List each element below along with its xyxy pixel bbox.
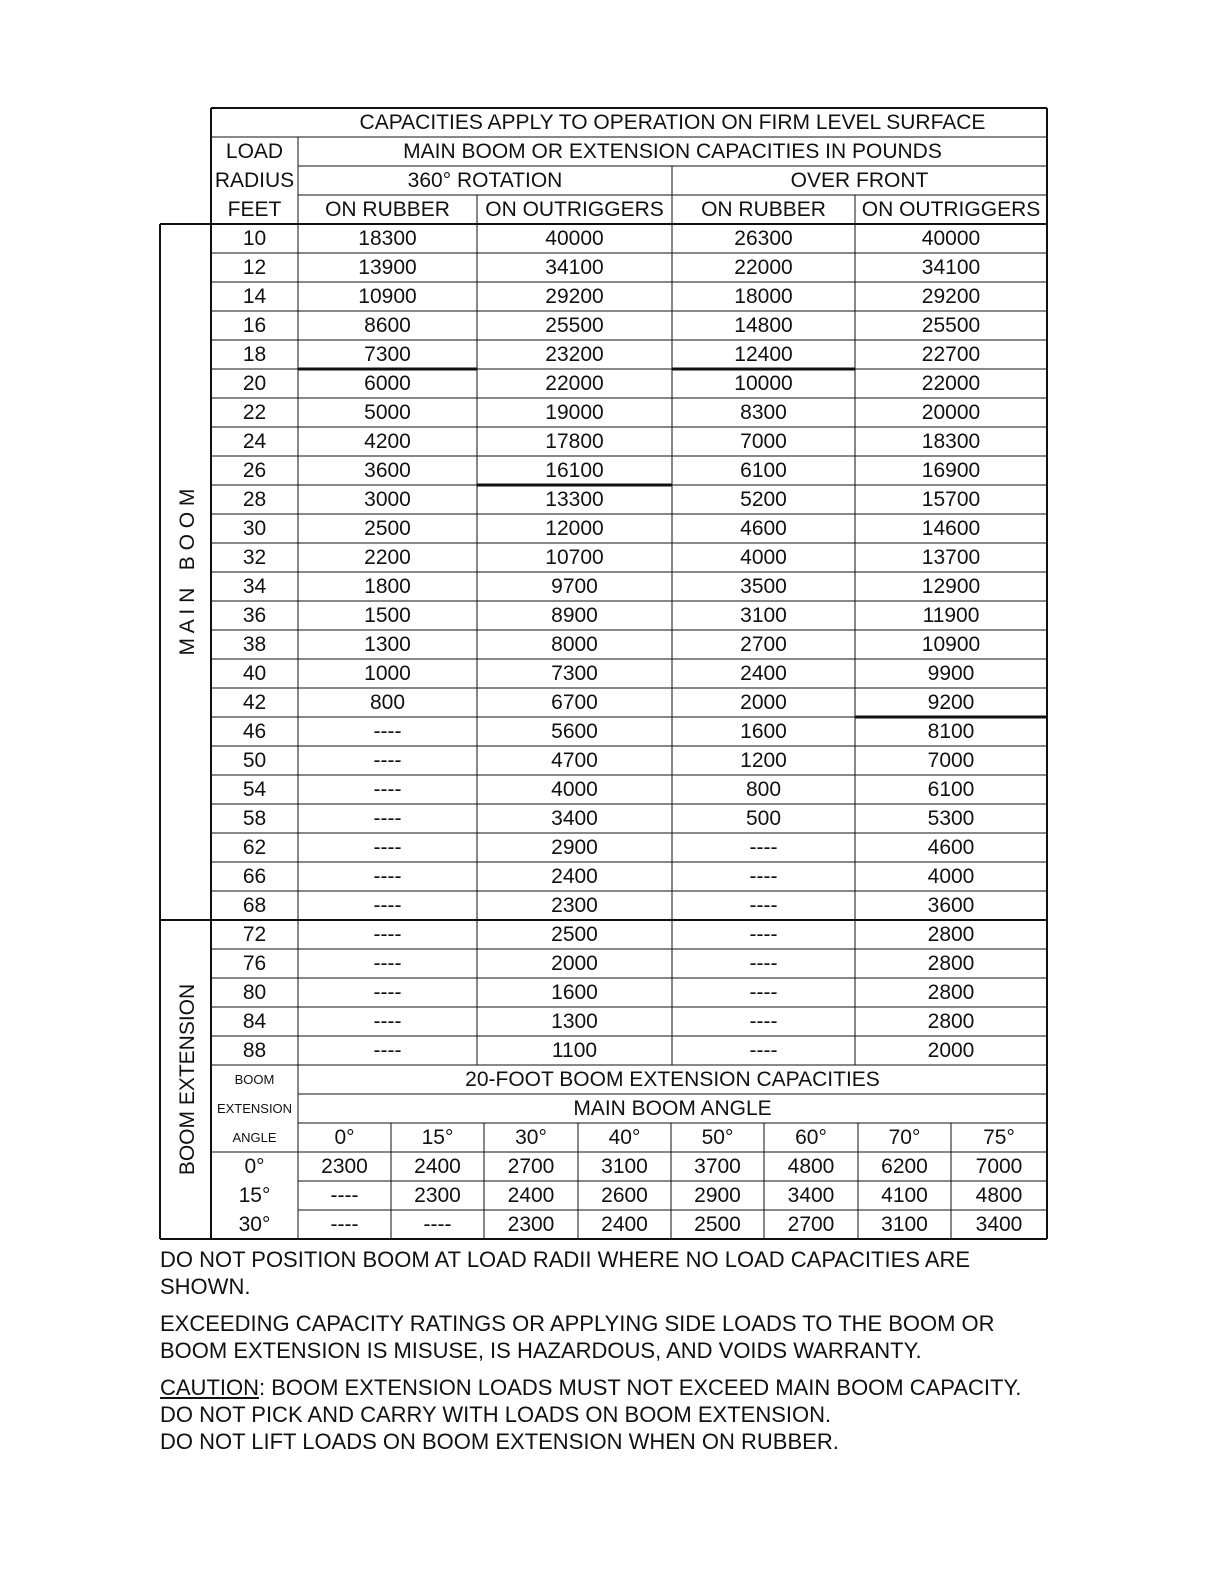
radius-cell: 54 bbox=[242, 778, 267, 801]
capacity-cell: 16900 bbox=[921, 459, 981, 482]
capacity-cell: 800 bbox=[745, 778, 782, 801]
capacity-cell: ---- bbox=[373, 749, 402, 772]
radius-cell: 38 bbox=[242, 633, 267, 656]
capacity-cell: 4000 bbox=[927, 865, 975, 888]
header-title: CAPACITIES APPLY TO OPERATION ON FIRM LEVEL SURFACE bbox=[359, 111, 986, 134]
capacity-cell: 20000 bbox=[921, 401, 981, 424]
ext-capacity-cell: 2700 bbox=[507, 1155, 555, 1178]
radius-cell: 58 bbox=[242, 807, 267, 830]
capacity-cell: 9700 bbox=[551, 575, 598, 598]
capacity-cell: 13900 bbox=[358, 256, 417, 279]
capacity-cell: 34100 bbox=[545, 256, 604, 279]
radius-cell: 20 bbox=[242, 372, 267, 395]
capacity-cell: 3600 bbox=[927, 894, 975, 917]
capacity-cell: 6100 bbox=[927, 778, 975, 801]
capacity-cell: 8300 bbox=[740, 401, 787, 424]
caution-label: CAUTION bbox=[160, 1375, 259, 1400]
capacity-cell: 1500 bbox=[364, 604, 411, 627]
caution-text: : BOOM EXTENSION LOADS MUST NOT EXCEED MAIN BOOM CAPACITY. bbox=[259, 1375, 1022, 1400]
caution-line bbox=[160, 1374, 1060, 1401]
capacity-cell: 10700 bbox=[545, 546, 604, 569]
capacity-cell: 7000 bbox=[927, 749, 975, 772]
capacity-cell: 2800 bbox=[927, 952, 975, 975]
header-front-on-outriggers: ON OUTRIGGERS bbox=[861, 198, 1041, 221]
radius-cell: 76 bbox=[242, 952, 267, 975]
ext-capacity-cell: 3400 bbox=[787, 1184, 835, 1207]
capacity-cell: ---- bbox=[749, 1010, 778, 1033]
capacity-cell: 3000 bbox=[364, 488, 411, 511]
capacity-cell: 2000 bbox=[551, 952, 598, 975]
capacity-cell: 1000 bbox=[364, 662, 411, 685]
radius-cell: 66 bbox=[242, 865, 267, 888]
ext-angle-cell: 0° bbox=[244, 1155, 265, 1178]
capacity-cell: 25500 bbox=[545, 314, 604, 337]
note-positioning-line-2: SHOWN. bbox=[160, 1274, 251, 1299]
capacity-cell: 15700 bbox=[921, 488, 981, 511]
capacity-cell: 2400 bbox=[740, 662, 787, 685]
note-positioning-line-1: DO NOT POSITION BOOM AT LOAD RADII WHERE NO LOAD CAPACITIES ARE bbox=[160, 1247, 971, 1272]
ext-capacity-cell: 3400 bbox=[975, 1213, 1023, 1236]
ext-capacity-cell: 2500 bbox=[694, 1213, 741, 1236]
radius-cell: 46 bbox=[242, 720, 267, 743]
radius-cell: 14 bbox=[242, 285, 267, 308]
ext-capacity-cell: 2300 bbox=[414, 1184, 461, 1207]
capacity-cell: 7000 bbox=[740, 430, 787, 453]
capacity-cell: 2200 bbox=[364, 546, 411, 569]
capacity-cell: 16100 bbox=[545, 459, 604, 482]
capacity-cell: 4600 bbox=[740, 517, 787, 540]
header-rotation-on-outriggers: ON OUTRIGGERS bbox=[485, 198, 664, 221]
capacity-cell: ---- bbox=[749, 836, 778, 859]
capacity-cell: 12900 bbox=[921, 575, 981, 598]
capacity-cell: 22000 bbox=[545, 372, 604, 395]
note-lift-on-rubber: DO NOT LIFT LOADS ON BOOM EXTENSION WHEN ON RUBBER. bbox=[160, 1429, 839, 1454]
capacity-cell: ---- bbox=[749, 981, 778, 1004]
capacity-cell: 2800 bbox=[927, 923, 975, 946]
note-misuse-line-2: BOOM EXTENSION IS MISUSE, IS HAZARDOUS, AND VOIDS WARRANTY. bbox=[160, 1338, 922, 1363]
radius-cell: 88 bbox=[242, 1039, 267, 1062]
ext-capacity-cell: 2400 bbox=[507, 1184, 555, 1207]
warning-notes bbox=[160, 1246, 1060, 1465]
load-capacity-table bbox=[158, 106, 1050, 1240]
capacity-cell: 4600 bbox=[927, 836, 975, 859]
capacity-cell: 9900 bbox=[927, 662, 975, 685]
header-rotation-on-rubber: ON RUBBER bbox=[325, 198, 450, 221]
capacity-cell: 11900 bbox=[922, 604, 980, 627]
capacity-cell: 10900 bbox=[358, 285, 417, 308]
ext-capacity-cell: ---- bbox=[423, 1213, 452, 1236]
ext-label-angle: ANGLE bbox=[232, 1130, 277, 1145]
header-load: LOAD bbox=[225, 140, 284, 163]
capacity-cell: 7300 bbox=[364, 343, 411, 366]
capacity-cell: 5000 bbox=[364, 401, 411, 424]
ext-capacity-cell: ---- bbox=[330, 1213, 359, 1236]
note-pick-carry: DO NOT PICK AND CARRY WITH LOADS ON BOOM EXTENSION. bbox=[160, 1402, 832, 1427]
ext-angle-header: 60° bbox=[795, 1126, 827, 1149]
ext-label-boom: BOOM bbox=[234, 1072, 275, 1087]
capacity-cell: 13700 bbox=[921, 546, 981, 569]
ext-angle-header: 40° bbox=[608, 1126, 641, 1149]
note-positioning bbox=[160, 1246, 1060, 1300]
ext-capacity-cell: 2300 bbox=[507, 1213, 555, 1236]
capacity-cell: 2000 bbox=[927, 1039, 975, 1062]
capacity-cell: 2000 bbox=[740, 691, 787, 714]
ext-capacity-cell: 4800 bbox=[787, 1155, 835, 1178]
capacity-cell: 5600 bbox=[551, 720, 598, 743]
ext-capacity-cell: 3100 bbox=[601, 1155, 648, 1178]
header-radius: RADIUS bbox=[214, 169, 295, 192]
capacity-cell: 8000 bbox=[551, 633, 598, 656]
ext-capacity-cell: ---- bbox=[330, 1184, 359, 1207]
ext-subtitle: MAIN BOOM ANGLE bbox=[573, 1097, 772, 1120]
capacity-cell: ---- bbox=[749, 1039, 778, 1062]
capacity-cell: 1100 bbox=[551, 1039, 598, 1062]
capacity-cell: 4000 bbox=[551, 778, 598, 801]
capacity-cell: ---- bbox=[373, 952, 402, 975]
radius-cell: 84 bbox=[242, 1010, 267, 1033]
ext-capacity-cell: 2400 bbox=[414, 1155, 461, 1178]
capacity-cell: 8600 bbox=[364, 314, 411, 337]
capacity-cell: ---- bbox=[749, 865, 778, 888]
capacity-cell: 1300 bbox=[551, 1010, 598, 1033]
ext-capacity-cell: 3700 bbox=[694, 1155, 741, 1178]
radius-cell: 40 bbox=[242, 662, 267, 685]
ext-title: 20-FOOT BOOM EXTENSION CAPACITIES bbox=[465, 1068, 880, 1091]
radius-cell: 12 bbox=[242, 256, 267, 279]
capacity-cell: 8900 bbox=[551, 604, 598, 627]
capacity-cell: ---- bbox=[373, 778, 402, 801]
radius-cell: 30 bbox=[242, 517, 267, 540]
capacity-cell: 2400 bbox=[551, 865, 598, 888]
capacity-cell: 5200 bbox=[740, 488, 787, 511]
capacity-cell: 34100 bbox=[921, 256, 981, 279]
capacity-cell: 4000 bbox=[740, 546, 787, 569]
capacity-cell: 7300 bbox=[551, 662, 598, 685]
capacity-cell: ---- bbox=[373, 720, 402, 743]
ext-angle-cell: 15° bbox=[238, 1184, 271, 1207]
radius-cell: 36 bbox=[242, 604, 267, 627]
header-360-rotation: 360° ROTATION bbox=[407, 169, 563, 192]
radius-cell: 72 bbox=[242, 923, 267, 946]
radius-cell: 68 bbox=[242, 894, 267, 917]
ext-label-extension: EXTENSION bbox=[216, 1101, 293, 1116]
ext-angle-header: 30° bbox=[515, 1126, 547, 1149]
note-caution bbox=[160, 1374, 1060, 1455]
capacity-cell: 2300 bbox=[551, 894, 598, 917]
capacity-cell: 10000 bbox=[734, 372, 793, 395]
capacity-cell: 2900 bbox=[551, 836, 598, 859]
capacity-cell: ---- bbox=[373, 807, 402, 830]
ext-capacity-cell: 2700 bbox=[787, 1213, 835, 1236]
capacity-cell: 4700 bbox=[551, 749, 598, 772]
capacity-cell: 9200 bbox=[927, 691, 975, 714]
ext-angle-header: 0° bbox=[334, 1126, 355, 1149]
capacity-cell: ---- bbox=[373, 923, 402, 946]
ext-capacity-cell: 2600 bbox=[601, 1184, 648, 1207]
capacity-cell: ---- bbox=[373, 836, 402, 859]
capacity-cell: 8100 bbox=[927, 720, 975, 743]
capacity-cell: 1200 bbox=[740, 749, 787, 772]
capacity-cell: ---- bbox=[749, 923, 778, 946]
radius-cell: 28 bbox=[242, 488, 267, 511]
capacity-cell: 3600 bbox=[364, 459, 411, 482]
capacity-cell: 40000 bbox=[545, 227, 604, 250]
capacity-cell: 1800 bbox=[364, 575, 411, 598]
capacity-cell: 14600 bbox=[921, 517, 981, 540]
capacity-cell: 17800 bbox=[545, 430, 604, 453]
capacity-cell: 26300 bbox=[734, 227, 793, 250]
ext-capacity-cell: 2900 bbox=[694, 1184, 741, 1207]
capacity-cell: 14800 bbox=[734, 314, 793, 337]
capacity-cell: 12000 bbox=[545, 517, 604, 540]
radius-cell: 42 bbox=[242, 691, 267, 714]
ext-angle-header: 75° bbox=[983, 1126, 1015, 1149]
radius-cell: 50 bbox=[242, 749, 267, 772]
capacity-cell: ---- bbox=[373, 894, 402, 917]
ext-angle-header: 15° bbox=[421, 1126, 454, 1149]
ext-capacity-cell: 2400 bbox=[601, 1213, 648, 1236]
radius-cell: 16 bbox=[242, 314, 267, 337]
capacity-cell: 19000 bbox=[545, 401, 604, 424]
ext-angle-header: 70° bbox=[888, 1126, 921, 1149]
capacity-cell: 800 bbox=[369, 691, 406, 714]
capacity-cell: 13300 bbox=[545, 488, 604, 511]
header-over-front: OVER FRONT bbox=[790, 169, 929, 192]
capacity-cell: 6700 bbox=[551, 691, 598, 714]
capacity-cell: 1600 bbox=[551, 981, 598, 1004]
header-feet: FEET bbox=[227, 198, 282, 221]
capacity-cell: 23200 bbox=[545, 343, 604, 366]
ext-capacity-cell: 6200 bbox=[881, 1155, 928, 1178]
capacity-cell: 1300 bbox=[364, 633, 411, 656]
ext-angle-header: 50° bbox=[701, 1126, 734, 1149]
capacity-cell: 25500 bbox=[921, 314, 981, 337]
capacity-cell: 29200 bbox=[921, 285, 981, 308]
capacity-cell: 6000 bbox=[364, 372, 411, 395]
radius-cell: 18 bbox=[242, 343, 267, 366]
ext-capacity-cell: 4100 bbox=[881, 1184, 928, 1207]
radius-cell: 62 bbox=[242, 836, 267, 859]
capacity-cell: ---- bbox=[373, 981, 402, 1004]
capacity-cell: ---- bbox=[373, 1039, 402, 1062]
radius-cell: 32 bbox=[242, 546, 267, 569]
capacity-cell: 2800 bbox=[927, 1010, 975, 1033]
boom-extension-side-label: BOOM EXTENSION bbox=[176, 983, 199, 1176]
capacity-cell: 3400 bbox=[551, 807, 598, 830]
ext-angle-cell: 30° bbox=[238, 1213, 271, 1236]
capacity-cell: 3100 bbox=[740, 604, 787, 627]
radius-cell: 22 bbox=[242, 401, 267, 424]
radius-cell: 26 bbox=[242, 459, 267, 482]
ext-capacity-cell: 2300 bbox=[321, 1155, 368, 1178]
capacity-cell: 29200 bbox=[545, 285, 604, 308]
capacity-cell: 6100 bbox=[740, 459, 787, 482]
capacity-cell: 22000 bbox=[921, 372, 981, 395]
capacity-cell: 5300 bbox=[927, 807, 975, 830]
capacity-cell: 40000 bbox=[921, 227, 981, 250]
capacity-cell: 18000 bbox=[734, 285, 793, 308]
capacity-cell: 22700 bbox=[921, 343, 981, 366]
header-front-on-rubber: ON RUBBER bbox=[701, 198, 826, 221]
capacity-cell: ---- bbox=[749, 894, 778, 917]
capacity-cell: 12400 bbox=[734, 343, 793, 366]
capacity-cell: ---- bbox=[373, 865, 402, 888]
main-boom-side-label: M A I N B O O M bbox=[176, 488, 199, 656]
ext-capacity-cell: 3100 bbox=[881, 1213, 928, 1236]
capacity-cell: 4200 bbox=[364, 430, 411, 453]
ext-capacity-cell: 4800 bbox=[975, 1184, 1023, 1207]
capacity-cell: 18300 bbox=[358, 227, 417, 250]
radius-cell: 24 bbox=[242, 430, 267, 453]
capacity-cell: 18300 bbox=[921, 430, 981, 453]
capacity-cell: 1600 bbox=[740, 720, 787, 743]
capacity-cell: 2800 bbox=[927, 981, 975, 1004]
capacity-cell: 2700 bbox=[740, 633, 787, 656]
capacity-cell: 22000 bbox=[734, 256, 793, 279]
note-misuse-line-1: EXCEEDING CAPACITY RATINGS OR APPLYING SIDE LOADS TO THE BOOM OR bbox=[160, 1311, 995, 1336]
capacity-cell: 2500 bbox=[364, 517, 411, 540]
radius-cell: 34 bbox=[242, 575, 267, 598]
capacity-cell: 500 bbox=[745, 807, 782, 830]
radius-cell: 80 bbox=[242, 981, 267, 1004]
capacity-cell: ---- bbox=[749, 952, 778, 975]
ext-capacity-cell: 7000 bbox=[975, 1155, 1023, 1178]
capacity-cell: 10900 bbox=[921, 633, 981, 656]
capacity-cell: 3500 bbox=[740, 575, 787, 598]
note-misuse bbox=[160, 1310, 1060, 1364]
radius-cell: 10 bbox=[242, 227, 267, 250]
header-main-capacities: MAIN BOOM OR EXTENSION CAPACITIES IN POUNDS bbox=[403, 140, 942, 163]
capacity-cell: 2500 bbox=[551, 923, 598, 946]
capacity-cell: ---- bbox=[373, 1010, 402, 1033]
